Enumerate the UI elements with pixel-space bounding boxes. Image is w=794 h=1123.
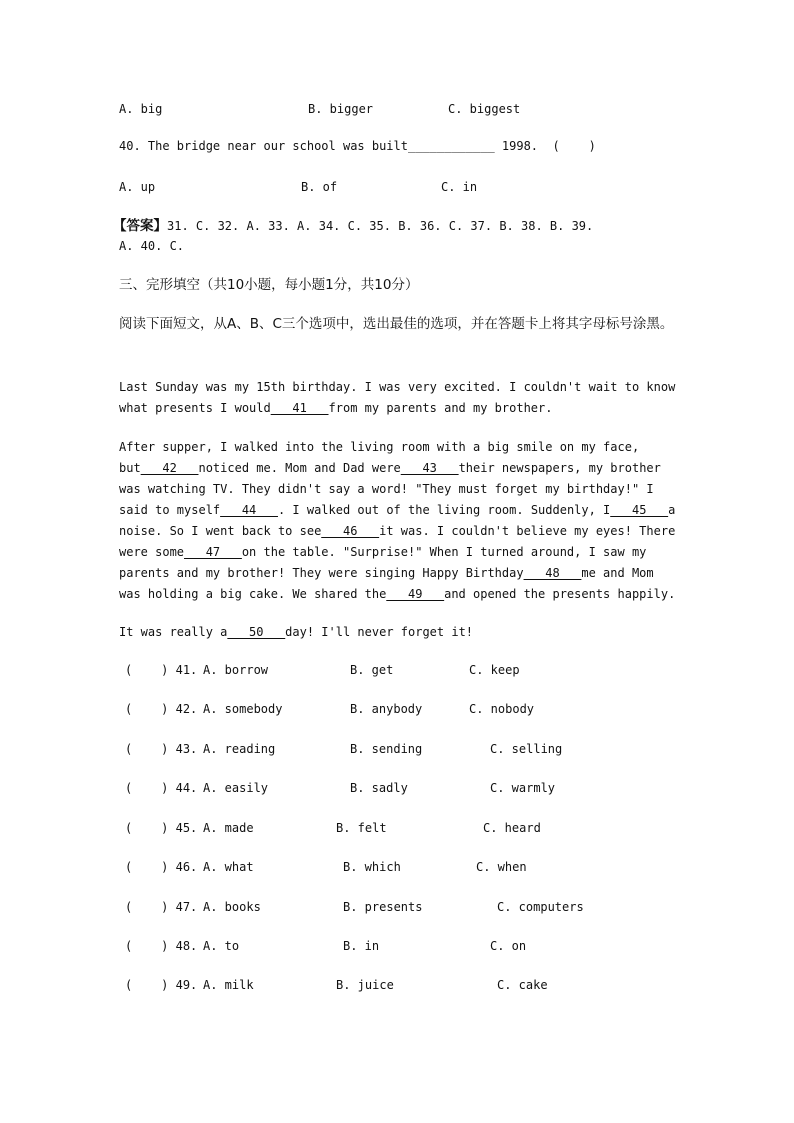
- q46-option-b: B. which: [343, 860, 401, 874]
- q49-option-b: B. juice: [336, 978, 394, 992]
- answer-paren: ( ): [125, 900, 169, 914]
- question-number: 43.: [175, 742, 198, 756]
- passage-paragraph-3: [119, 622, 473, 643]
- q47-option-a: A. books: [203, 900, 261, 914]
- question-number: 44.: [175, 781, 198, 795]
- section-3-heading: 三、完形填空（共10小题，每小题1分，共10分）: [119, 277, 419, 293]
- passage-text: from my parents and my brother.: [328, 401, 553, 415]
- question-41: [125, 660, 197, 681]
- question-number: 48.: [175, 939, 198, 953]
- q41-option-c: C. keep: [469, 663, 520, 677]
- blank-44: ___44___: [220, 503, 278, 517]
- passage-text: their newspapers, my brother was watching TV. They didn't say a word! "They must forget my birthday!" I said to myself: [119, 461, 661, 517]
- blank-49: ___49___: [386, 587, 445, 601]
- answer-paren: ( ): [125, 781, 169, 795]
- q48-option-b: B. in: [343, 939, 380, 953]
- q39-option-c: C. biggest: [448, 102, 521, 116]
- passage-text: day! I'll never forget it!: [285, 625, 474, 639]
- blank-45: ___45___: [610, 503, 669, 517]
- q40-option-b: B. of: [301, 180, 338, 194]
- q45-option-a: A. made: [203, 821, 254, 835]
- q49-option-c: C. cake: [497, 978, 548, 992]
- section-3-instruction: 阅读下面短文，从A、B、C三个选项中，选出最佳的选项，并在答题卡上将其字母标号涂黑。: [119, 316, 674, 332]
- passage-text: . I walked out of the living room. Suddenly, I: [277, 503, 611, 517]
- q48-option-a: A. to: [203, 939, 240, 953]
- q39-option-a: A. big: [119, 102, 163, 116]
- answer-paren: ( ): [125, 702, 169, 716]
- question-number: 41.: [175, 663, 198, 677]
- q40-text: 40. The bridge near our school was built: [119, 139, 408, 153]
- q42-option-a: A. somebody: [203, 702, 283, 716]
- q47-option-c: C. computers: [497, 900, 584, 914]
- passage-paragraph-2: [119, 437, 679, 605]
- blank-43: ___43___: [400, 461, 459, 475]
- q40-tail: 1998. ( ): [494, 139, 596, 153]
- blank-48: ___48___: [523, 566, 582, 580]
- question-42: [125, 699, 197, 720]
- q42-option-c: C. nobody: [469, 702, 535, 716]
- q47-option-b: B. presents: [343, 900, 423, 914]
- answer-line-1: 31. C. 32. A. 33. A. 34. C. 35. B. 36. C. 37. B. 38. B. 39.: [167, 219, 594, 233]
- answer-paren: ( ): [125, 742, 169, 756]
- question-49: [125, 975, 197, 996]
- q43-option-c: C. selling: [490, 742, 563, 756]
- q40-option-a: A. up: [119, 180, 156, 194]
- blank-41: ___41___: [270, 401, 329, 415]
- q48-option-c: C. on: [490, 939, 527, 953]
- passage-text: noticed me. Mom and Dad were: [198, 461, 401, 475]
- blank-50: ___50___: [227, 625, 286, 639]
- answer-paren: ( ): [125, 860, 169, 874]
- q42-option-b: B. anybody: [350, 702, 423, 716]
- answer-paren: ( ): [125, 978, 169, 992]
- question-40: [119, 136, 596, 157]
- question-number: 49.: [175, 978, 198, 992]
- passage-text: on the table. "Surprise!" When I turned around, I saw my parents and my brother! They were singing Happy Birthday: [119, 545, 647, 580]
- answer-paren: ( ): [125, 663, 169, 677]
- q44-option-c: C. warmly: [490, 781, 556, 795]
- q44-option-b: B. sadly: [350, 781, 408, 795]
- q45-option-c: C. heard: [483, 821, 541, 835]
- passage-text: me and Mom was holding a big cake. We shared the: [119, 566, 654, 601]
- passage-text: a noise. So I went back to see: [119, 503, 676, 538]
- blank-42: ___42___: [140, 461, 199, 475]
- passage-text: and opened the presents happily.: [444, 587, 676, 601]
- passage-text: After supper, I walked into the living room with a big smile on my face, but: [119, 440, 640, 475]
- passage-text: it was. I couldn't believe my eyes! There were some: [119, 524, 676, 559]
- question-43: [125, 739, 197, 760]
- answer-key: [113, 214, 593, 237]
- answer-paren: ( ): [125, 821, 169, 835]
- question-number: 42.: [175, 702, 198, 716]
- q41-option-a: A. borrow: [203, 663, 269, 677]
- blank-47: ___47___: [184, 545, 242, 559]
- question-48: [125, 936, 197, 957]
- q49-option-a: A. milk: [203, 978, 254, 992]
- q46-option-a: A. what: [203, 860, 254, 874]
- question-44: [125, 778, 197, 799]
- question-number: 47.: [175, 900, 198, 914]
- question-46: [125, 857, 197, 878]
- blank-46: ___46___: [321, 524, 380, 538]
- answer-paren: ( ): [125, 939, 169, 953]
- q39-option-b: B. bigger: [308, 102, 374, 116]
- answer-line-2: A. 40. C.: [119, 239, 185, 253]
- passage-text: It was really a: [119, 625, 228, 639]
- q43-option-b: B. sending: [350, 742, 423, 756]
- q46-option-c: C. when: [476, 860, 527, 874]
- question-47: [125, 897, 197, 918]
- q41-option-b: B. get: [350, 663, 394, 677]
- q45-option-b: B. felt: [336, 821, 387, 835]
- q44-option-a: A. easily: [203, 781, 269, 795]
- question-number: 45.: [175, 821, 198, 835]
- q40-blank: ____________: [407, 139, 495, 153]
- q43-option-a: A. reading: [203, 742, 276, 756]
- passage-paragraph-1: [119, 377, 679, 419]
- question-45: [125, 818, 197, 839]
- answer-tag: 【答案】: [113, 218, 167, 234]
- question-number: 46.: [175, 860, 198, 874]
- passage-text: Last Sunday was my 15th birthday. I was very excited. I couldn't wait to know what presents I would: [119, 380, 676, 415]
- q40-option-c: C. in: [441, 180, 478, 194]
